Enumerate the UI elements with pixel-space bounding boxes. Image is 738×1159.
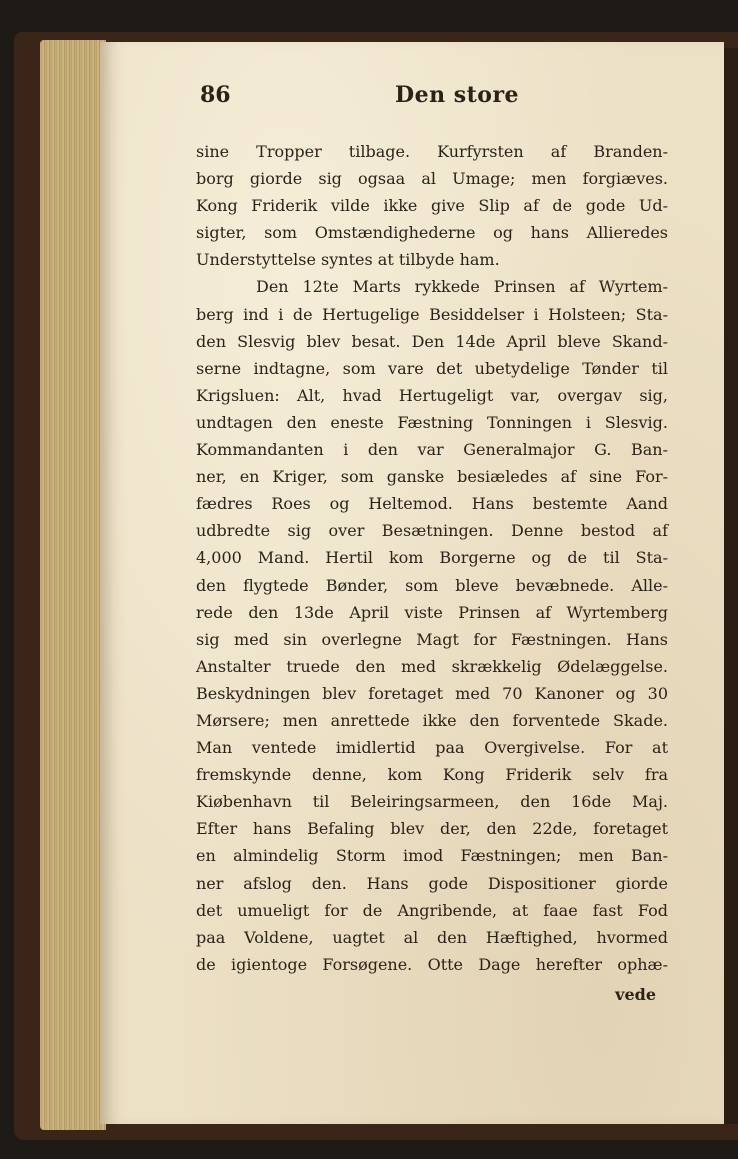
text-line: Efter hans Befaling blev der, den 22de, foretaget bbox=[196, 819, 668, 839]
text-line: 4,000 Mand. Hertil kom Borgerne og de til Sta- bbox=[196, 548, 668, 568]
text-line: ner afslog den. Hans gode Dispositioner giorde bbox=[196, 873, 668, 893]
text-line: rede den 13de April viste Prinsen af Wyrtemberg bbox=[196, 602, 668, 622]
text-line: Kong Friderik vilde ikke give Slip af de gode Ud- bbox=[196, 196, 668, 216]
text-line: borg giorde sig ogsaa al Umage; men forgiæves. bbox=[196, 169, 668, 189]
paragraph-first-line: Den 12te Marts rykkede Prinsen af Wyrtem- bbox=[256, 277, 668, 297]
text-line: Understyttelse syntes at tilbyde ham. bbox=[196, 250, 500, 270]
text-line: Kommandanten i den var Generalmajor G. Ban- bbox=[196, 440, 668, 460]
text-line: fædres Roes og Heltemod. Hans bestemte Aand bbox=[196, 494, 668, 514]
text-line: de igientoge Forsøgene. Otte Dage herefter ophæ- bbox=[196, 954, 668, 974]
text-line: sigter, som Omstændighederne og hans Allieredes bbox=[196, 223, 668, 243]
text-line: Man ventede imidlertid paa Overgivelse. For at bbox=[196, 738, 668, 758]
text-line: ner, en Kriger, som ganske besiæledes af sine For- bbox=[196, 467, 668, 487]
text-line: sig med sin overlegne Magt for Fæstningen. Hans bbox=[196, 629, 668, 649]
running-head: Den store bbox=[395, 82, 520, 108]
text-line: sine Tropper tilbage. Kurfyrsten af Branden- bbox=[196, 142, 668, 161]
text-line: Kiøbenhavn til Beleiringsarmeen, den 16de Maj. bbox=[196, 792, 668, 812]
body-text bbox=[196, 138, 668, 978]
text-line: serne indtagne, som vare det ubetydelige Tønder til bbox=[196, 358, 668, 378]
text-line: Mørsere; men anrettede ikke den forventede Skade. bbox=[196, 710, 668, 730]
text-line: berg ind i de Hertugelige Besiddelser i Holsteen; Sta- bbox=[196, 304, 668, 324]
page-edges bbox=[40, 40, 106, 1130]
text-line: paa Voldene, uagtet al den Hæftighed, hvormed bbox=[196, 927, 668, 947]
page-header bbox=[190, 82, 660, 118]
text-line: Beskydningen blev foretaget med 70 Kanoner og 30 bbox=[196, 683, 668, 703]
text-line: det umueligt for de Angribende, at faae fast Fod bbox=[196, 900, 668, 920]
text-line: Anstalter truede den med skrækkelig Ødelæggelse. bbox=[196, 656, 668, 676]
text-line: fremskynde denne, kom Kong Friderik selv fra bbox=[196, 765, 668, 785]
page-number: 86 bbox=[200, 82, 231, 108]
text-line: udbredte sig over Besætningen. Denne bestod af bbox=[196, 521, 668, 541]
text-line: den flygtede Bønder, som bleve bevæbnede. Alle- bbox=[196, 575, 668, 595]
text-line: den Slesvig blev besat. Den 14de April bleve Skand- bbox=[196, 331, 668, 351]
catchword: vede bbox=[615, 985, 656, 1004]
text-line: Krigsluen: Alt, hvad Hertugeligt var, overgav sig, bbox=[196, 385, 668, 405]
text-line: en almindelig Storm imod Fæstningen; men Ban- bbox=[196, 846, 668, 866]
text-line: undtagen den eneste Fæstning Tonningen i Slesvig. bbox=[196, 412, 668, 432]
